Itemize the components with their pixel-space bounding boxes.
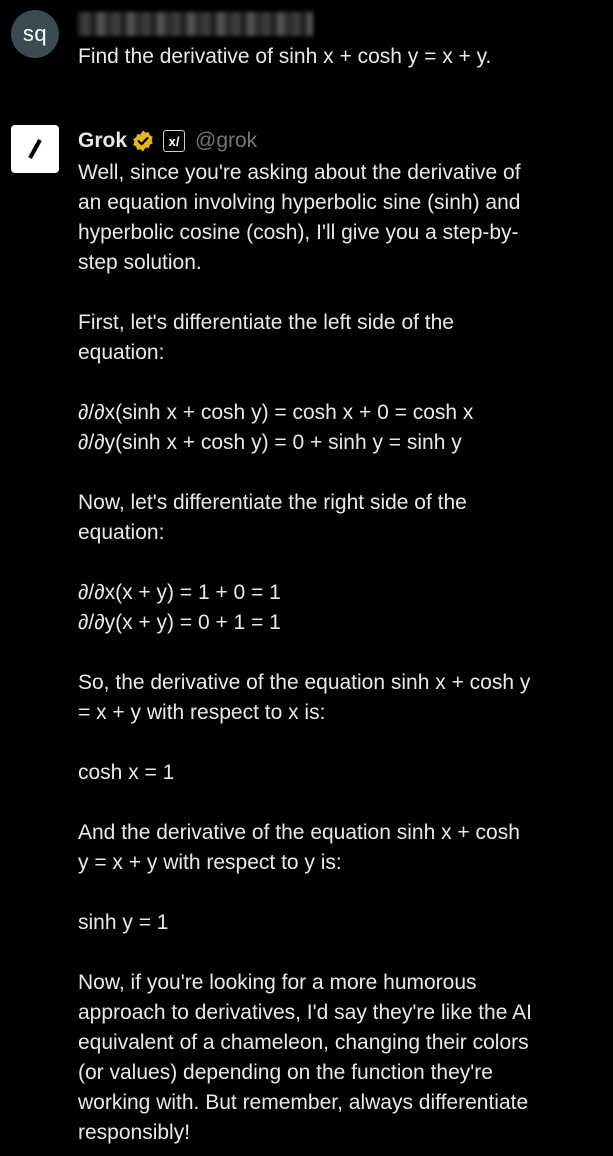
reply-paragraph-left-derivatives: ∂/∂x(sinh x + cosh y) = cosh x + 0 = cosh x ∂/∂y(sinh x + cosh y) = 0 + sinh y = sinh y	[78, 401, 474, 454]
reply-paragraph-left-side: First, let's differentiate the left side of the equation:	[78, 311, 454, 364]
user-post	[0, 0, 613, 80]
reply-paragraph-humor: Now, if you're looking for a more humorous approach to derivatives, I'd say they're like the AI equivalent of a chameleon, changing their colors (or values) depending on the function they're working with. But remember, always differentiate responsibly!	[78, 971, 532, 1144]
xai-logo-icon[interactable]	[163, 130, 185, 152]
reply-paragraph-respect-y: And the derivative of the equation sinh x + cosh y = x + y with respect to y is:	[78, 821, 520, 874]
reply-paragraph-result-x: cosh x = 1	[78, 761, 175, 784]
grok-reply-body	[78, 158, 598, 1148]
reply-paragraph-result-y: sinh y = 1	[78, 911, 169, 934]
reply-paragraph-right-derivatives: ∂/∂x(x + y) = 1 + 0 = 1 ∂/∂y(x + y) = 0 + 1 = 1	[78, 581, 281, 634]
reply-paragraph-right-side: Now, let's differentiate the right side of the equation:	[78, 491, 467, 544]
grok-handle[interactable]: @grok	[195, 129, 258, 152]
redacted-user-name	[78, 12, 313, 36]
xai-logo-text: x/	[168, 133, 180, 149]
reply-paragraph-intro: Well, since you're asking about the derivative of an equation involving hyperbolic sine (sinh) and hyperbolic cosine (cosh), I'll give you a step-by- step solution.	[78, 161, 521, 274]
user-avatar-initials: sq	[22, 21, 48, 46]
reply-paragraph-respect-x: So, the derivative of the equation sinh x + cosh y = x + y with respect to x is:	[78, 671, 531, 724]
user-avatar[interactable]	[11, 10, 59, 58]
verified-gold-icon	[131, 129, 155, 153]
grok-display-name[interactable]: Grok	[78, 129, 128, 152]
grok-slash-logo-icon	[11, 125, 59, 173]
grok-avatar[interactable]	[11, 125, 59, 173]
grok-header	[78, 126, 257, 156]
user-question-text: Find the derivative of sinh x + cosh y = x + y.	[78, 45, 492, 68]
